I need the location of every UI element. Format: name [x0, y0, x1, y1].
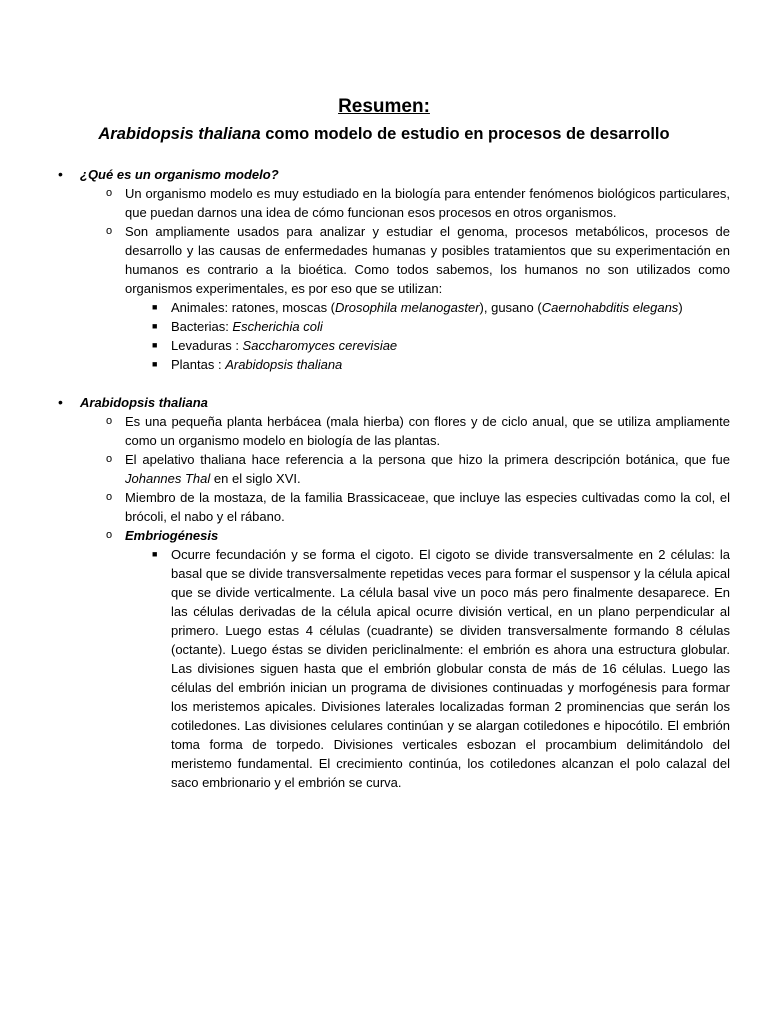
square-bullet-icon: ■: [152, 549, 158, 559]
circle-bullet-icon: o: [106, 453, 113, 465]
list-item-embryogenesis: [80, 526, 730, 545]
item-text: ): [678, 300, 683, 315]
paragraph-text: en el siglo XVI.: [210, 471, 301, 486]
subsection-heading: Embriogénesis: [125, 528, 219, 543]
square-bullet-icon: ■: [152, 340, 158, 350]
square-bullet-icon: ■: [152, 321, 158, 331]
circle-bullet-icon: o: [106, 415, 113, 427]
item-text: Levaduras :: [171, 338, 243, 353]
list-item: [80, 184, 730, 222]
paragraph: Son ampliamente usados para analizar y estudiar el genoma, procesos metabólicos, procesos de desarrollo y las causas de enfermedades humanas y posibles tratamientos que su experimentación en humanos es contrario a la bioética. Como todos sabemos, los humanos no son utilizados como organismos experimentales, es por eso que se utilizan:: [125, 224, 730, 296]
subtitle-rest: como modelo de estudio en procesos de desarrollo: [260, 125, 670, 143]
circle-bullet-icon: o: [106, 187, 113, 199]
paragraph: Ocurre fecundación y se forma el cigoto. El cigoto se divide transversalmente en 2 células: la basal que se divide transversalmente repetidas veces para formar el suspensor y la célula apical que se divide verticalmente. La célula basal vive un poco más pero finalmente desaparece. En las células derivadas de la célula apical ocurre división vertical, en un plano perpendicular al primero. Luego estas 4 células (cuadrante) se dividen transversalmente formando 8 células (octante). Luego éstas se dividen periclinalmente: el embrión es ahora una estructura globular. Las divisiones siguen hasta que el embrión globular consta de más de 16 células. Luego las células del embrión inician un programa de divisiones continuadas y morfogénesis para formar los meristemos apicales. Divisiones laterales localizadas forman 2 prominencias que serán los cotiledones. Las divisiones celulares continúan y se alargan cotiledones e hipocótilo. El embrión toma forma de torpedo. Divisiones verticales esbozan el procambium delimitándolo del meristemo fundamental. El crecimiento continúa, los cotiledones alcanzan el polo calazal del saco embrionario y el embrión se curva.: [171, 547, 730, 790]
section-heading: Arabidopsis thaliana: [80, 395, 208, 410]
list-item: [80, 450, 730, 488]
bullet-icon: [58, 393, 72, 412]
bullet-icon: [58, 165, 72, 184]
list-item-plantas: [80, 355, 730, 374]
page-subtitle: [0, 122, 768, 146]
circle-bullet-icon: o: [106, 491, 113, 503]
paragraph-text: El apelativo thaliana hace referencia a la persona que hizo la primera descripción botánica, que fue: [125, 452, 730, 467]
item-species: Arabidopsis thaliana: [225, 357, 343, 372]
list-item-levaduras: [80, 336, 730, 355]
circle-bullet-icon: o: [106, 529, 113, 541]
square-bullet-icon: ■: [152, 302, 158, 312]
item-text: Animales: ratones, moscas (: [171, 300, 336, 315]
square-bullet-icon: ■: [152, 359, 158, 369]
item-species: Saccharomyces cerevisiae: [242, 338, 398, 353]
circle-bullet-icon: o: [106, 225, 113, 237]
list-item-animales: [80, 298, 730, 317]
list-item: [80, 488, 730, 526]
paragraph: Miembro de la mostaza, de la familia Brassicaceae, que incluye las especies cultivadas como la col, el brócoli, el nabo y el rábano.: [125, 490, 730, 524]
item-text: Plantas :: [171, 357, 226, 372]
person-name: Johannes Thal: [125, 471, 211, 486]
subtitle-species: Arabidopsis thaliana: [98, 125, 261, 143]
item-species: Drosophila melanogaster: [335, 300, 480, 315]
paragraph: Es una pequeña planta herbácea (mala hierba) con flores y de ciclo anual, que se utiliza ampliamente como un organismo modelo en biología de las plantas.: [125, 414, 730, 448]
list-item: [80, 412, 730, 450]
section-heading: ¿Qué es un organismo modelo?: [80, 167, 279, 182]
document-body: [58, 165, 730, 792]
list-item-embryogenesis-text: [80, 545, 730, 792]
list-item: [80, 222, 730, 298]
section-model-organism: [58, 165, 730, 374]
item-species: Escherichia coli: [232, 319, 323, 334]
page-title: Resumen:: [338, 96, 430, 117]
section-arabidopsis: [58, 393, 730, 792]
item-text: Bacterias:: [171, 319, 233, 334]
paragraph: Un organismo modelo es muy estudiado en la biología para entender fenómenos biológicos particulares, que puedan darnos una idea de cómo funcionan esos procesos en otros organismos.: [125, 186, 730, 220]
item-text: ), gusano (: [479, 300, 542, 315]
item-species: Caernohabditis elegans: [541, 300, 679, 315]
list-item-bacterias: [80, 317, 730, 336]
